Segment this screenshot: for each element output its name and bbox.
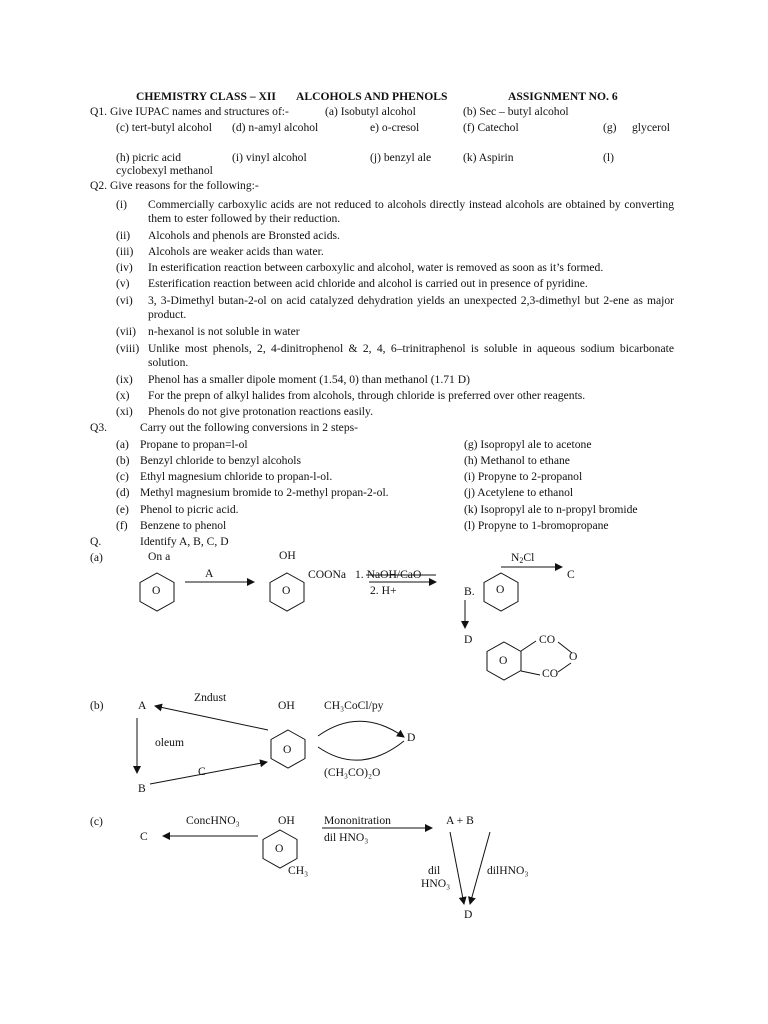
assignment-title: ASSIGNMENT NO. 6 xyxy=(508,90,618,103)
unknown-c: C xyxy=(140,830,148,843)
unknown-d: D xyxy=(464,633,473,646)
n2cl-group: $N_2Cl$ xyxy=(511,551,535,565)
q3-right-item: (i) Propyne to 2-propanol xyxy=(464,470,583,483)
q2-reason: Alcohols and phenols are Bronsted acids. xyxy=(148,229,340,242)
q2-reason: For the prepn of alkyl halides from alcohols, through chloride is preferred over other reagents. xyxy=(148,389,586,402)
reagent-label: (CH₃CO)₂O xyxy=(324,766,381,779)
q3-left-item: Propane to propan=l-ol xyxy=(140,438,248,451)
unknown-b: B xyxy=(138,782,146,795)
q2-reason: Esterification reaction between acid chloride and alcohol is carried out in presence of pyridine. xyxy=(148,277,588,290)
coona-group: COONa xyxy=(308,568,346,581)
q3-left-num: (c) xyxy=(116,470,129,483)
q2-num: (iii) xyxy=(116,245,134,258)
topic-title: ALCOHOLS AND PHENOLS xyxy=(296,90,448,103)
q3-right-item: (k) Isopropyl ale to n-propyl bromide xyxy=(464,503,638,516)
q3-right-item: (g) Isopropyl ale to acetone xyxy=(464,438,592,451)
reagent-label: dilHNO₃ xyxy=(487,864,529,877)
unknown-c: C xyxy=(198,765,206,778)
q3-left-item: Ethyl magnesium chloride to propan-l-ol. xyxy=(140,470,333,483)
carbonyl-top: CO xyxy=(539,633,556,646)
reagent-label: On a xyxy=(148,550,171,563)
q1-item-g: (g) xyxy=(603,121,617,134)
q1-item-k: (k) Aspirin xyxy=(463,151,514,164)
q1-item-f: (f) Catechol xyxy=(463,121,519,134)
q3-right-item: (h) Methanol to ethane xyxy=(464,454,570,467)
unknown-d: D xyxy=(464,908,473,921)
q2-reason: n-hexanol is not soluble in water xyxy=(148,325,300,338)
q2-num: (vii) xyxy=(116,325,136,338)
q3-left-num: (f) xyxy=(116,519,128,532)
unknown-a: A xyxy=(138,699,147,712)
reagent-label: oleum xyxy=(155,736,184,749)
carbonyl-bottom: CO xyxy=(542,667,559,680)
q1-item-l-text: cyclobexyl methanol xyxy=(116,164,213,177)
reagent-step1: 1. NaOH/CaO xyxy=(355,568,422,581)
unknown-c: C xyxy=(567,568,575,581)
q2-num: (ii) xyxy=(116,229,131,242)
q2-num: (viii) xyxy=(116,342,140,355)
q3-left-item: Benzyl chloride to benzyl alcohols xyxy=(140,454,301,467)
reaction-arrow xyxy=(155,706,268,730)
oh-group: OH xyxy=(278,814,295,827)
ring-oxygen: O xyxy=(283,743,292,756)
q1-item-a: (a) Isobutyl alcohol xyxy=(325,105,416,118)
reagent-label: Zndust xyxy=(194,691,227,704)
reaction-arrow xyxy=(450,832,464,904)
q3-right-item: (l) Propyne to 1-bromopropane xyxy=(464,519,609,532)
q3-label: Q3. xyxy=(90,421,108,434)
q2-num: (vi) xyxy=(116,294,133,307)
class-title: CHEMISTRY CLASS – XII xyxy=(136,90,276,103)
oh-group: OH xyxy=(279,549,296,562)
q1-item-h: (h) picric acid xyxy=(116,151,182,164)
unknown-b: B. xyxy=(464,585,475,598)
q1-item-b: (b) Sec – butyl alcohol xyxy=(463,105,569,118)
ring-oxygen: O xyxy=(282,584,291,597)
q3-left-item: Benzene to phenol xyxy=(140,519,227,532)
q2-reason: Phenols do not give protonation reactions easily. xyxy=(148,405,373,418)
q2-reason: 3, 3-Dimethyl butan-2-ol on acid catalyzed dehydration yields an unexpected 2,3-dimethyl but 2-ene as major product. xyxy=(148,294,674,321)
reagent-label: dil HNO₃ xyxy=(324,831,369,844)
q3-left-item: Phenol to picric acid. xyxy=(140,503,239,516)
q3-left-num: (a) xyxy=(116,438,129,451)
q2-reason: In esterification reaction between carboxylic and alcohol, water is removed as soon as it’s formed. xyxy=(148,261,604,274)
q2-num: (iv) xyxy=(116,261,133,274)
reaction-curve xyxy=(318,721,404,737)
reagent-step2: 2. H+ xyxy=(370,584,397,597)
ring-oxygen: O xyxy=(499,654,508,667)
reaction-arrow xyxy=(150,762,267,784)
reagent-label: ConcHNO₃ xyxy=(186,814,240,827)
q2-reason: Commercially carboxylic acids are not reduced to alcohols directly instead alcohols are obtained by converting them to ester followed by their reduction. xyxy=(148,198,674,225)
part-c-label: (c) xyxy=(90,815,103,828)
ring-oxygen: O xyxy=(275,842,284,855)
q1-label: Q1. Give IUPAC names and structures of:- xyxy=(90,105,289,118)
q1-item-g-text: glycerol xyxy=(632,121,670,134)
q1-item-d: (d) n-amyl alcohol xyxy=(232,121,319,134)
part-b-label: (b) xyxy=(90,699,104,712)
ring-oxygen: O xyxy=(496,583,505,596)
q2-reason: Alcohols are weaker acids than water. xyxy=(148,245,324,258)
reagent-label: dil xyxy=(428,864,441,877)
unknown-d: D xyxy=(407,731,416,744)
q1-item-i: (i) vinyl alcohol xyxy=(232,151,307,164)
q1-item-e: e) o-cresol xyxy=(370,121,420,134)
q3-left-num: (b) xyxy=(116,454,130,467)
q2-num: (i) xyxy=(116,198,127,211)
unknown-a: A xyxy=(205,567,214,580)
q4-instruction: Identify A, B, C, D xyxy=(140,535,229,548)
q1-item-c: (c) tert-butyl alcohol xyxy=(116,121,212,134)
q4-label: Q. xyxy=(90,535,102,548)
reagent-label: HNO₃ xyxy=(421,877,451,890)
products-ab: A + B xyxy=(446,814,474,827)
oh-group: OH xyxy=(278,699,295,712)
q1-item-j: (j) benzyl ale xyxy=(370,151,432,164)
q2-num: (x) xyxy=(116,389,130,402)
q3-right-item: (j) Acetylene to ethanol xyxy=(464,486,574,499)
q2-reason: Unlike most phenols, 2, 4-dinitrophenol & 2, 4, 6–trinitraphenol is soluble in aqueous sodium bicarbonate solution. xyxy=(148,342,674,369)
q2-num: (ix) xyxy=(116,373,133,386)
q2-num: (v) xyxy=(116,277,130,290)
reaction-curve xyxy=(318,741,404,760)
q3-instruction: Carry out the following conversions in 2 steps- xyxy=(140,421,358,434)
q3-left-num: (e) xyxy=(116,503,129,516)
reagent-label: CH₃CoCl/py xyxy=(324,699,384,712)
q1-item-l: (l) xyxy=(603,151,614,164)
ring-oxygen: O xyxy=(152,584,161,597)
q3-left-num: (d) xyxy=(116,486,130,499)
q2-label: Q2. Give reasons for the following:- xyxy=(90,179,259,192)
q2-num: (xi) xyxy=(116,405,133,418)
reagent-label: Mononitration xyxy=(324,814,391,827)
q2-reason: Phenol has a smaller dipole moment (1.54, 0) than methanol (1.71 D) xyxy=(148,373,470,386)
methyl-group: CH₃ xyxy=(288,864,309,877)
part-a-label: (a) xyxy=(90,551,103,564)
bridge-oxygen: O xyxy=(569,650,578,663)
q3-left-item: Methyl magnesium bromide to 2-methyl propan-2-ol. xyxy=(140,486,389,499)
